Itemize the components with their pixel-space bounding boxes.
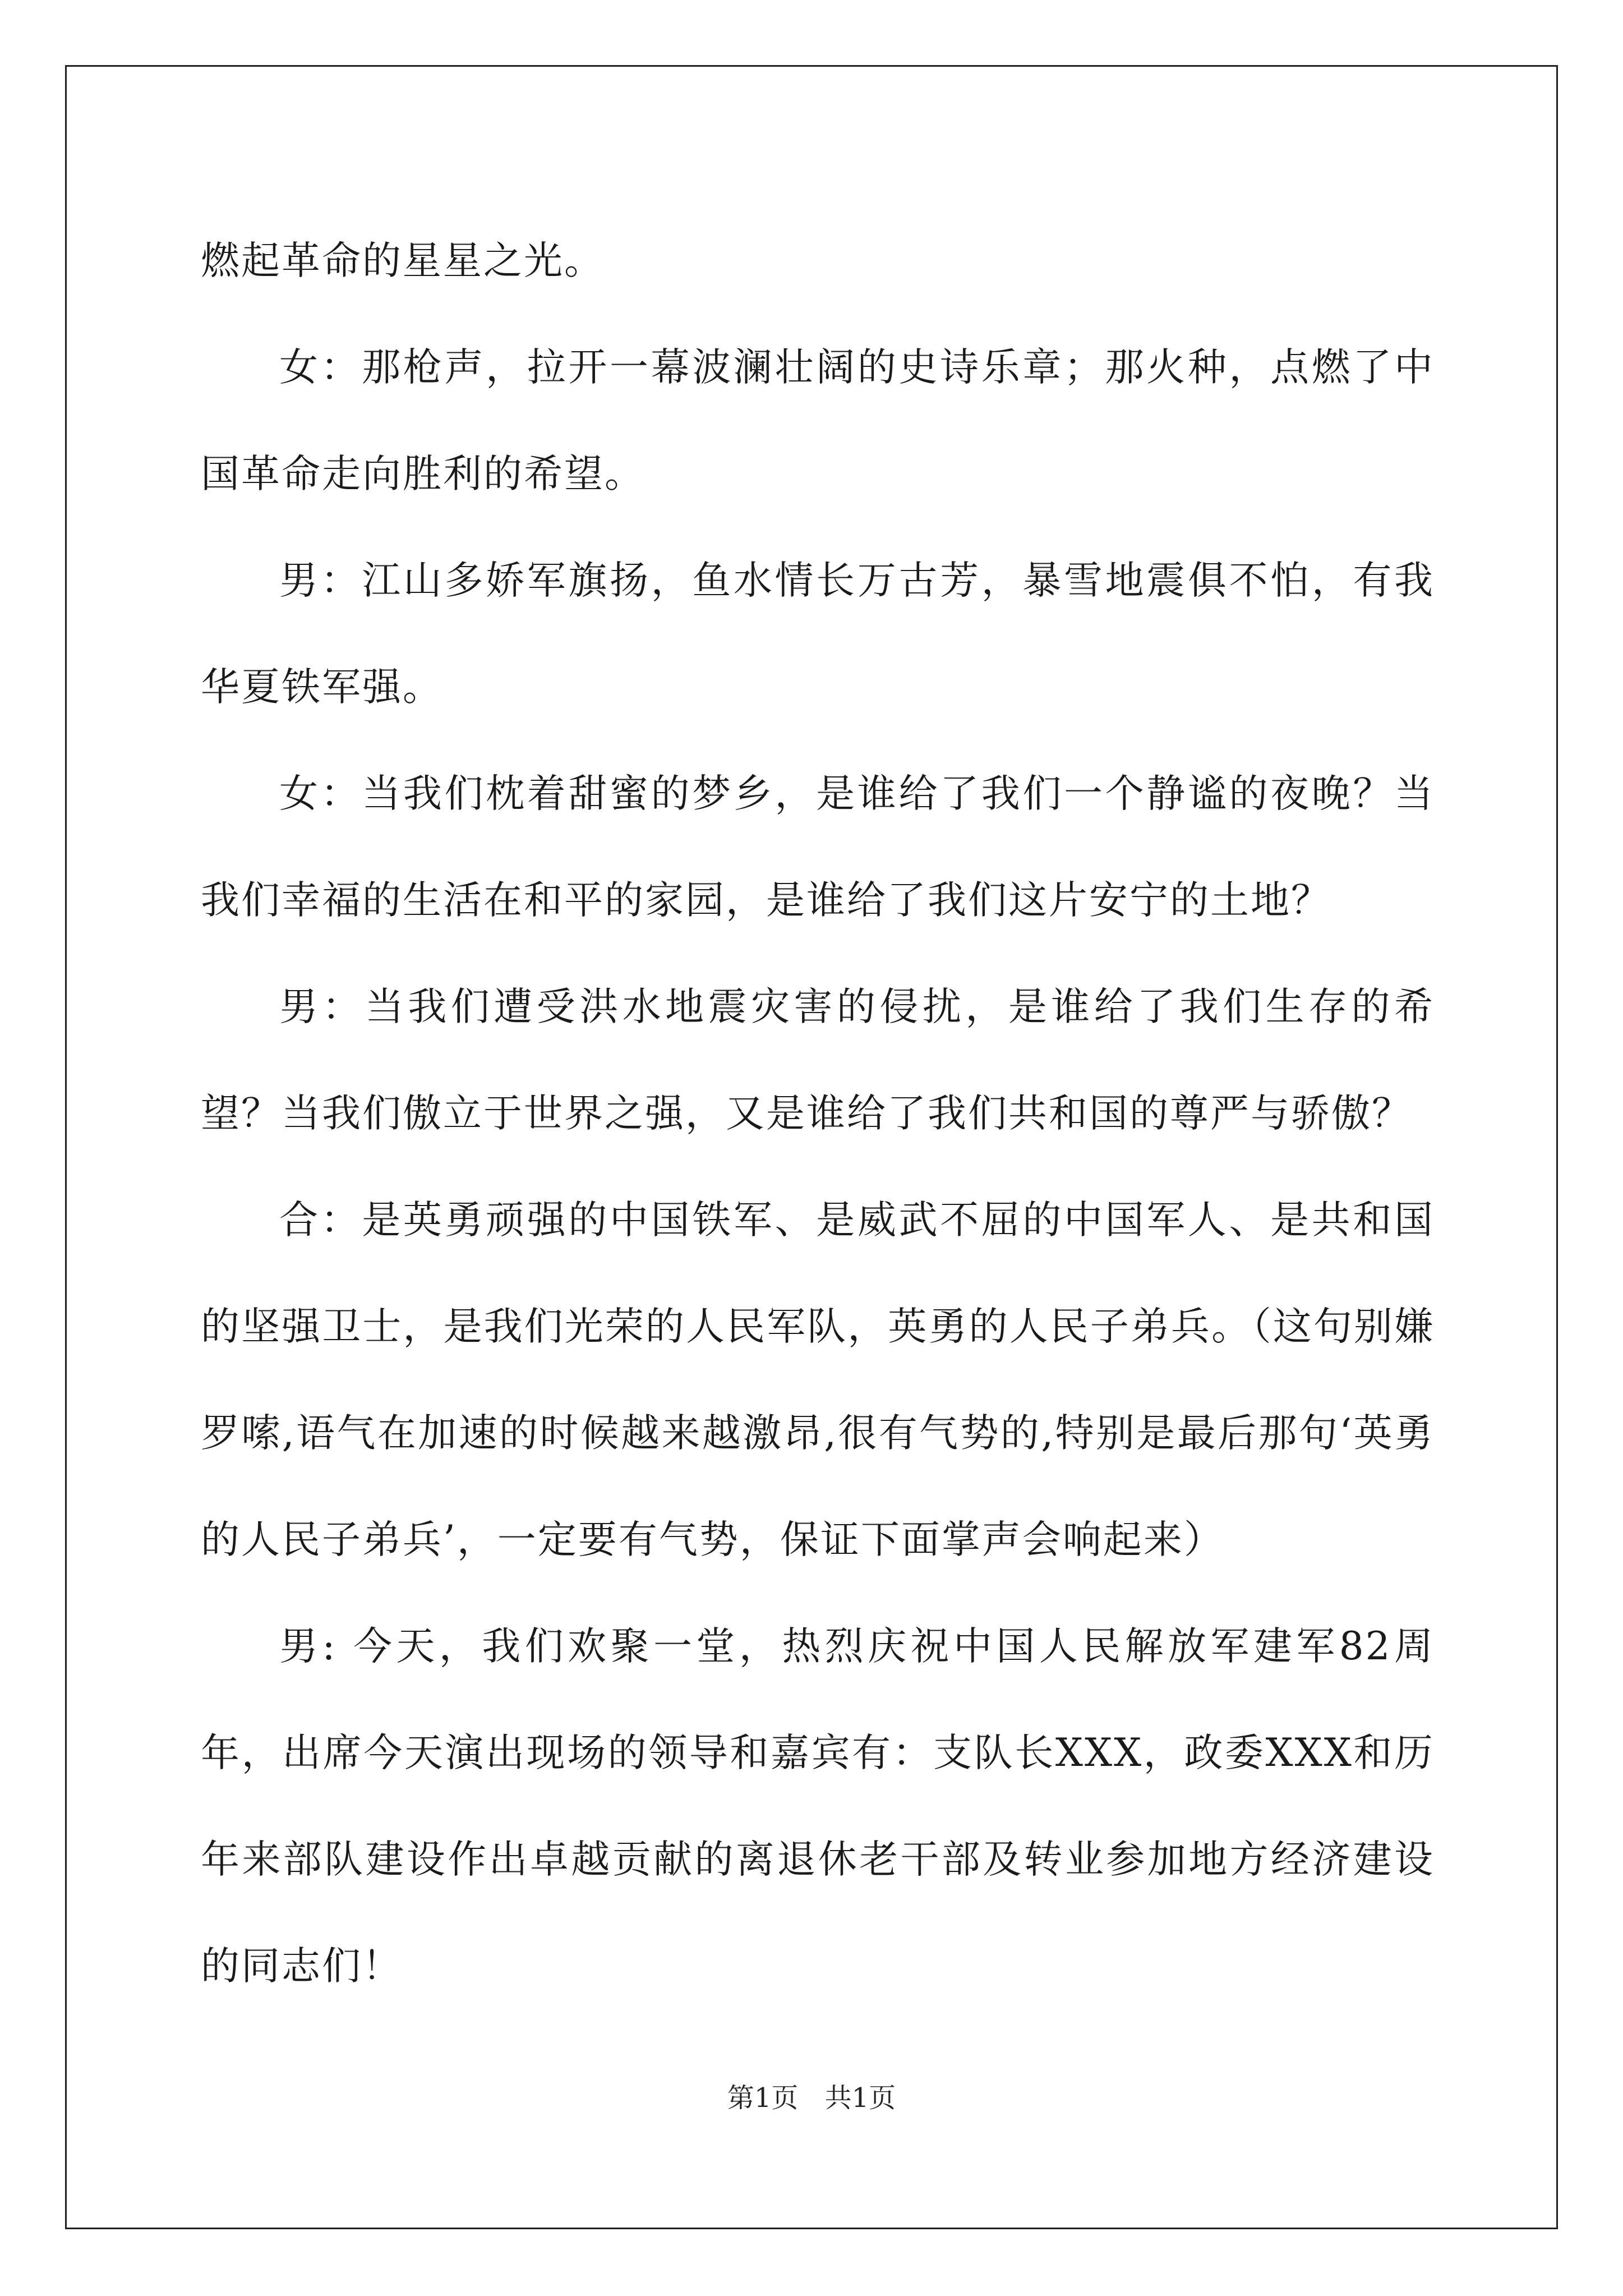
- page-footer: [0, 2081, 1623, 2115]
- document-body: [201, 208, 1435, 2019]
- paragraph-2: 女：那枪声，拉开一幕波澜壮阔的史诗乐章；那火种，点燃了中国革命走向胜利的希望。: [201, 345, 1435, 496]
- page-number-total: 共1页: [824, 2082, 896, 2114]
- paragraph-3: 男：江山多娇军旗扬，鱼水情长万古芳，暴雪地震俱不怕，有我华夏铁军强。: [201, 558, 1435, 710]
- paragraph-6: 合：是英勇顽强的中国铁军、是威武不屈的中国军人、是共和国的坚强卫士，是我们光荣的人民军队，英勇的人民子弟兵。（这句别嫌罗嗦,语气在加速的时候越来越激昂,很有气势的,特别是最后那句‘英勇的人民子弟兵’，一定要有气势，保证下面掌声会响起来）: [201, 1198, 1435, 1562]
- paragraph-1: 燃起革命的星星之光。: [201, 238, 605, 283]
- paragraph-5: 男：当我们遭受洪水地震灾害的侵扰，是谁给了我们生存的希望？当我们傲立于世界之强，又是谁给了我们共和国的尊严与骄傲？: [201, 984, 1435, 1136]
- paragraph-7: 男: 今天，我们欢聚一堂，热烈庆祝中国人民解放军建军82周年，出席今天演出现场的领导和嘉宾有：支队长XXX，政委XXX和历年来部队建设作出卓越贡献的离退休老干部及转业参加地方经济建设的同志们！: [201, 1624, 1435, 1989]
- page-number-current: 第1页: [727, 2082, 799, 2114]
- paragraph-4: 女：当我们枕着甜蜜的梦乡，是谁给了我们一个静谧的夜晚？当我们幸福的生活在和平的家园，是谁给了我们这片安宁的土地？: [201, 771, 1435, 923]
